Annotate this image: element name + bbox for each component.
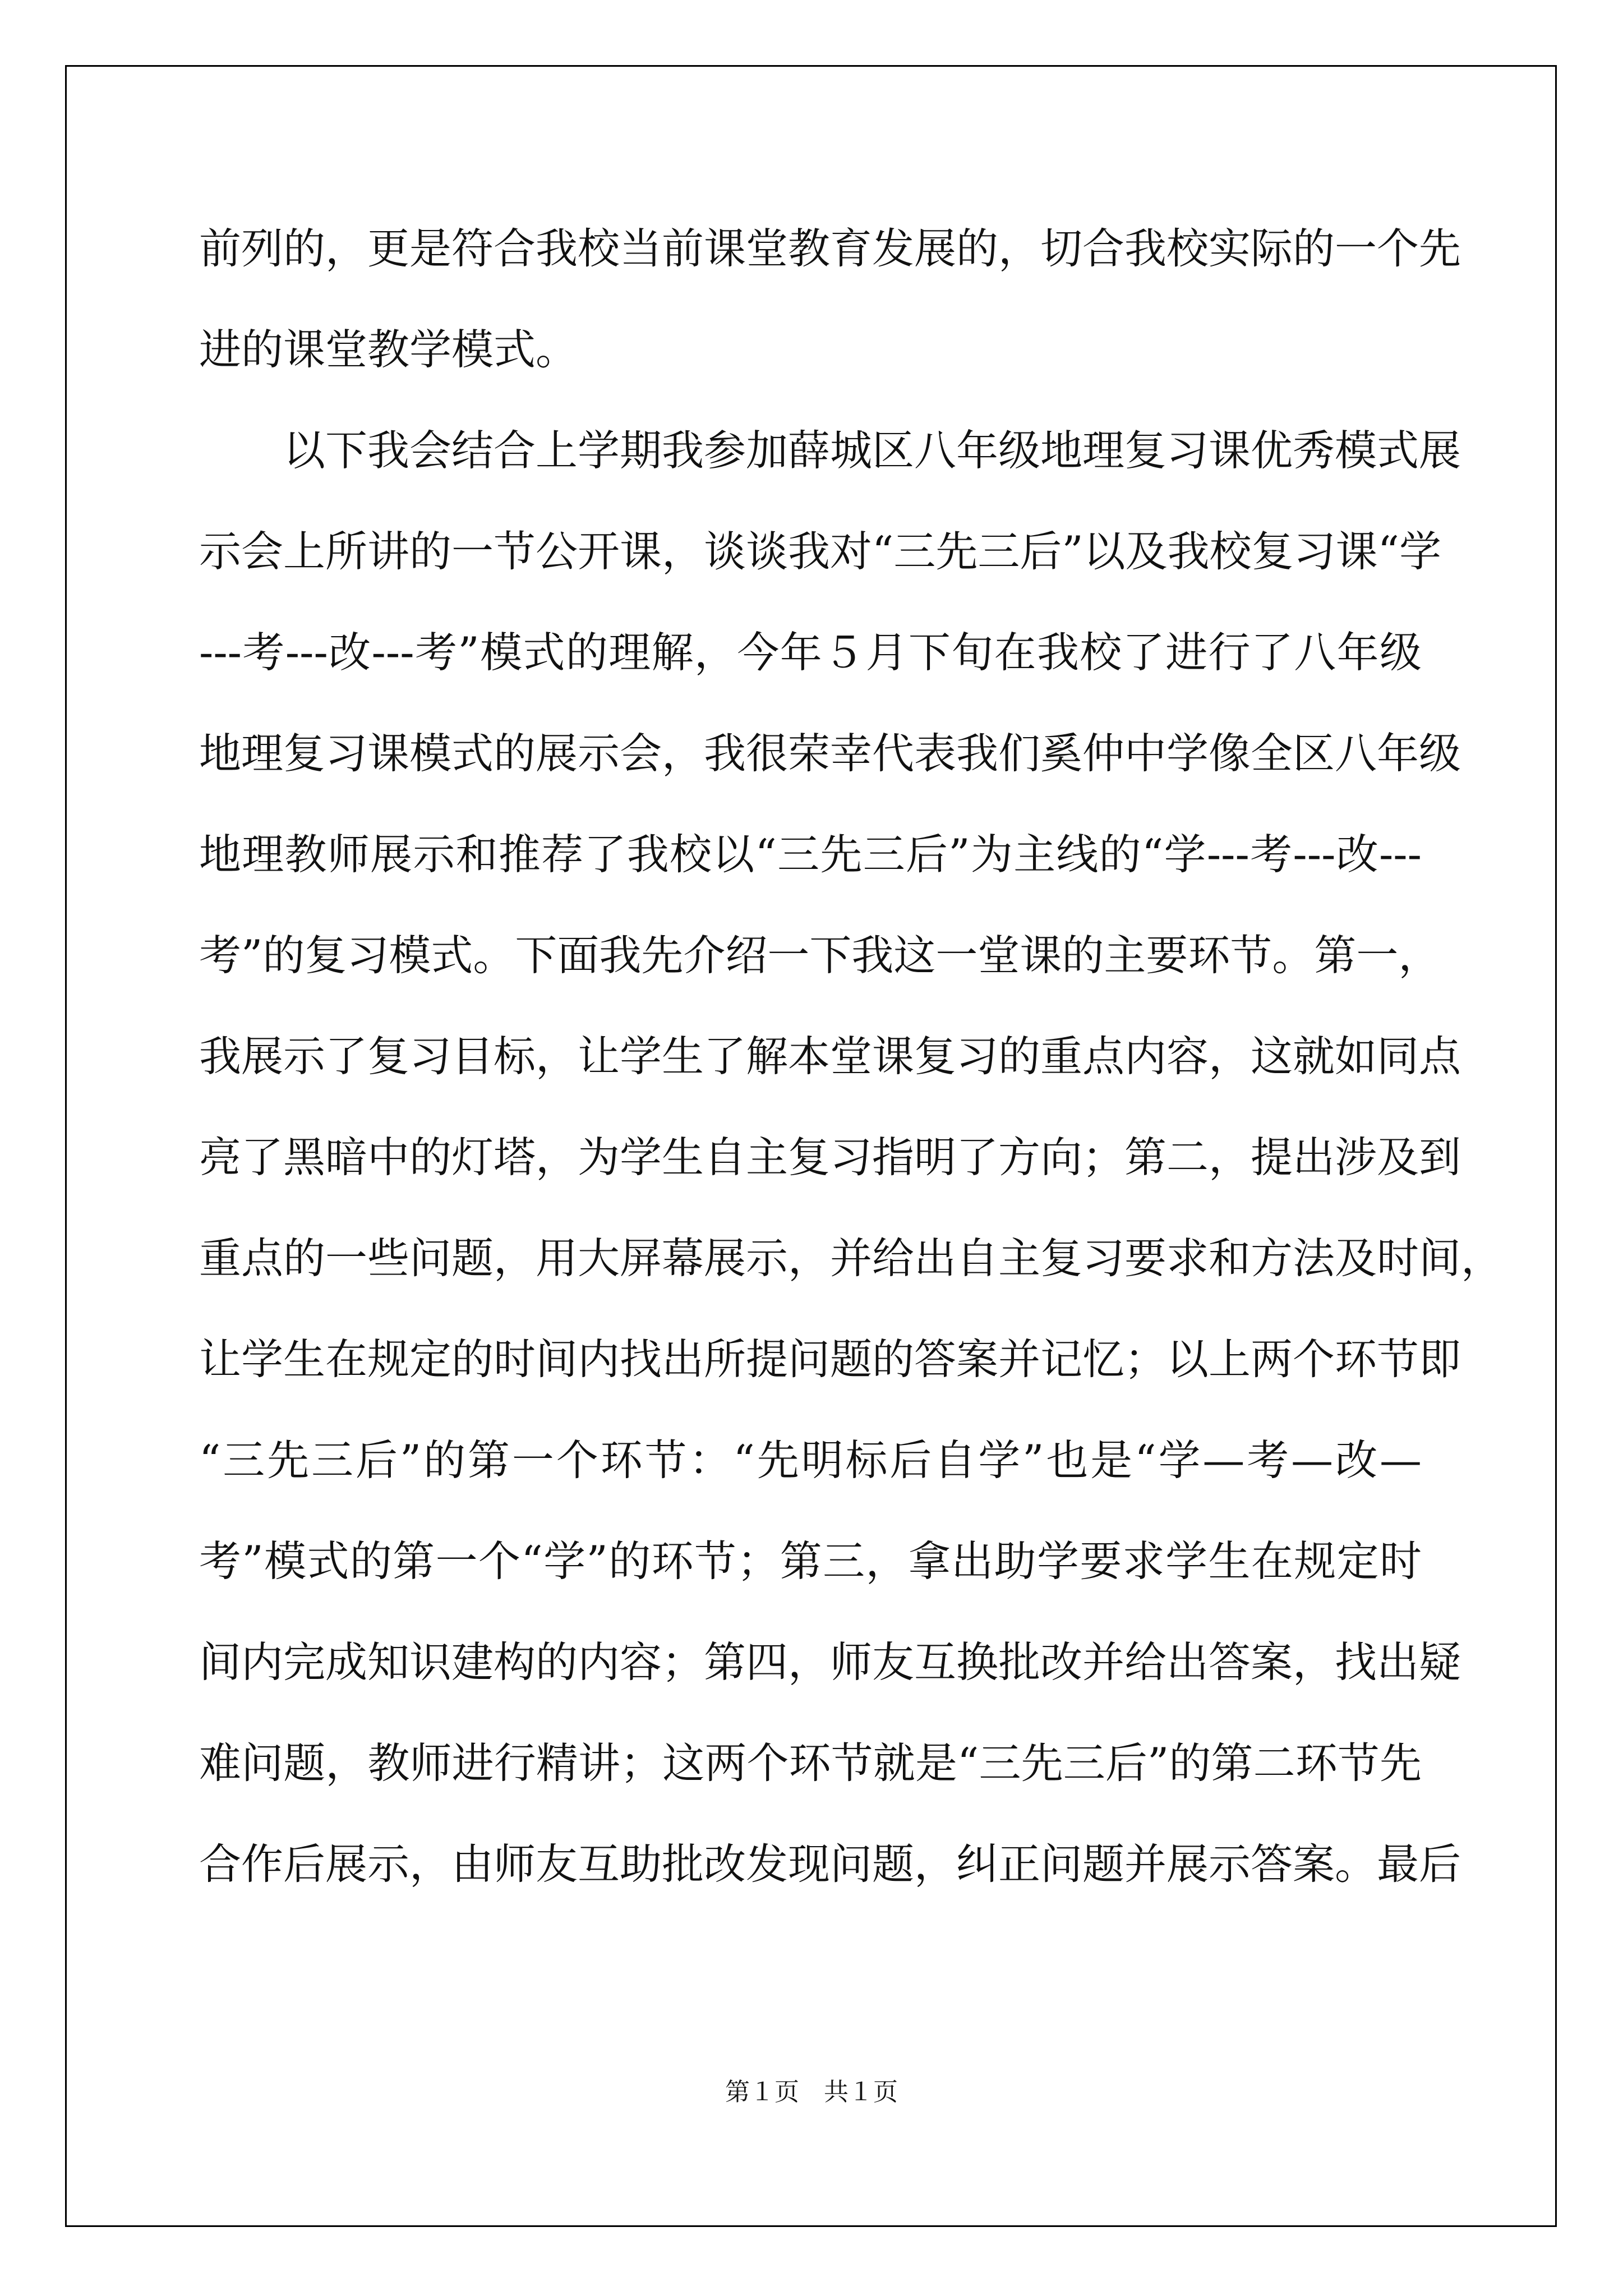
paragraph-line: 以下我会结合上学期我参加薛城区八年级地理复习课优秀模式展: [283, 426, 1461, 475]
paragraph-line: 难问题，教师进行精讲；这两个环节就是“三先三后”的第二环节先: [199, 1738, 1422, 1788]
paragraph-line: 让学生在规定的时间内找出所提问题的答案并记忆；以上两个环节即: [199, 1335, 1461, 1384]
paragraph-line: 重点的一些问题，用大屏幕展示，并给出自主复习要求和方法及时间，: [199, 1234, 1504, 1283]
paragraph-line: 考”模式的第一个“学”的环节；第三，拿出助学要求学生在规定时: [199, 1536, 1422, 1586]
paragraph-line: 我展示了复习目标，让学生了解本堂课复习的重点内容，这就如同点: [199, 1032, 1461, 1081]
paragraph-line: ---考---改---考”模式的理解，今年５月下旬在我校了进行了八年级: [199, 628, 1422, 677]
paragraph-line: 地理教师展示和推荐了我校以“三先三后”为主线的“学---考---改---: [199, 830, 1422, 879]
paragraph-line: 前列的，更是符合我校当前课堂教育发展的，切合我校实际的一个先: [199, 224, 1461, 273]
paragraph-line: 亮了黑暗中的灯塔，为学生自主复习指明了方向；第二，提出涉及到: [199, 1133, 1461, 1182]
paragraph-line: 示会上所讲的一节公开课，谈谈我对“三先三后”以及我校复习课“学: [199, 527, 1442, 576]
paragraph-line: 地理复习课模式的展示会，我很荣幸代表我们奚仲中学像全区八年级: [199, 729, 1461, 778]
paragraph-line: 间内完成知识建构的内容；第四，师友互换批改并给出答案，找出疑: [199, 1637, 1461, 1687]
paragraph-line: 进的课堂教学模式。: [199, 325, 578, 374]
page-number-footer: 第１页 共１页: [725, 2078, 898, 2106]
paragraph-line: 考”的复习模式。下面我先介绍一下我这一堂课的主要环节。第一，: [199, 931, 1441, 980]
paragraph-line: “三先三后”的第一个环节：“先明标后自学”也是“学—考—改—: [199, 1435, 1422, 1485]
paragraph-line: 合作后展示，由师友互助批改发现问题，纠正问题并展示答案。最后: [199, 1839, 1461, 1889]
